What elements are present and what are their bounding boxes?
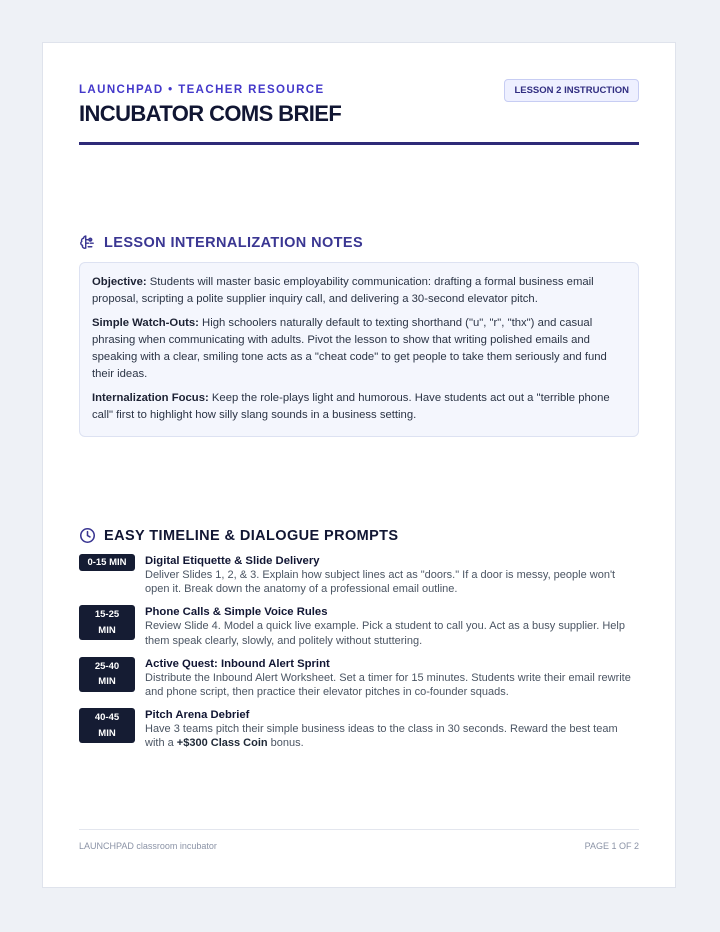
- desc-text: bonus.: [267, 737, 304, 750]
- timeline-item: [79, 708, 639, 750]
- clock-icon: [79, 527, 96, 544]
- desc-text: Have 3 teams pitch their simple business ideas to the class in 30 seconds. Reward the best team with a: [145, 723, 618, 750]
- title-rule: [79, 142, 639, 145]
- timeline-item: [79, 605, 639, 647]
- note-objective: [92, 274, 626, 308]
- page-title: INCUBATOR COMS BRIEF: [79, 101, 342, 126]
- notes-heading: [79, 234, 363, 251]
- note-label: Simple Watch-Outs:: [92, 317, 199, 329]
- timeline-item-title: Pitch Arena Debrief: [145, 709, 250, 722]
- notes-heading-label: LESSON INTERNALIZATION NOTES: [104, 234, 364, 251]
- time-badge: 0-15 MIN: [79, 554, 135, 571]
- timeline-item-desc: Distribute the Inbound Alert Worksheet. Set a timer for 15 minutes. Students write their email rewrite and phone script, then practice their elevator pitches in co-founder squads.: [145, 671, 631, 699]
- footer-rule: [79, 829, 639, 830]
- timeline-item-desc: Review Slide 4. Model a quick live example. Pick a student to call you. Act as a busy supplier. Help them speak clearly, slowly, and politely without stuttering.: [145, 620, 625, 647]
- note-text: Students will master basic employability communication: drafting a formal business email proposal, scripting a polite supplier inquiry call, and delivering a 30-second elevator pitch.: [92, 276, 594, 305]
- note-text: High schoolers naturally default to texting shorthand ("u", "r", "thx") and casual phrasing when communicating with adults. Pivot the lesson to show that writing polished emails and speaking with a clear, smiling tone acts as a "cheat code" to get people to take them seriously and fund their ideas.: [92, 317, 607, 380]
- timeline-item-title: Phone Calls & Simple Voice Rules: [145, 606, 328, 619]
- time-badge: 40-45 MIN: [79, 708, 135, 743]
- time-badge: 15-25 MIN: [79, 605, 135, 640]
- timeline-item: [79, 554, 639, 596]
- page-number: PAGE 1 OF 2: [584, 841, 639, 851]
- timeline-item-title: Active Quest: Inbound Alert Sprint: [145, 657, 330, 670]
- timeline-item-desc: [145, 722, 639, 750]
- timeline-item-title: Digital Etiquette & Slide Delivery: [145, 555, 320, 567]
- footer-brand: LAUNCHPAD classroom incubator: [79, 841, 217, 851]
- note-label: Internalization Focus:: [92, 392, 209, 404]
- timeline-item: [79, 657, 639, 699]
- time-badge: 25-40 MIN: [79, 657, 135, 692]
- document-page: [42, 42, 676, 888]
- eyebrow-label: LAUNCHPAD • TEACHER RESOURCE: [79, 84, 325, 96]
- class-coin-reward: +$300 Class Coin: [176, 737, 268, 750]
- note-label: Objective:: [92, 276, 147, 288]
- timeline-heading: [79, 527, 399, 544]
- note-text: Keep the role-plays light and humorous. Have students act out a "terrible phone call" first to highlight how silly slang sounds in a business setting.: [92, 392, 610, 421]
- note-focus: [92, 390, 626, 424]
- timeline-heading-label: EASY TIMELINE & DIALOGUE PROMPTS: [104, 527, 399, 544]
- note-watch-outs: [92, 315, 626, 383]
- notes-box: [79, 262, 639, 437]
- brain-icon: [79, 234, 96, 251]
- lesson-badge: LESSON 2 INSTRUCTION: [504, 79, 639, 102]
- timeline-list: [79, 554, 639, 760]
- timeline-item-desc: Deliver Slides 1, 2, & 3. Explain how subject lines act as "doors." If a door is messy, people won't open it. Break down the anatomy of a professional email outline.: [145, 569, 616, 596]
